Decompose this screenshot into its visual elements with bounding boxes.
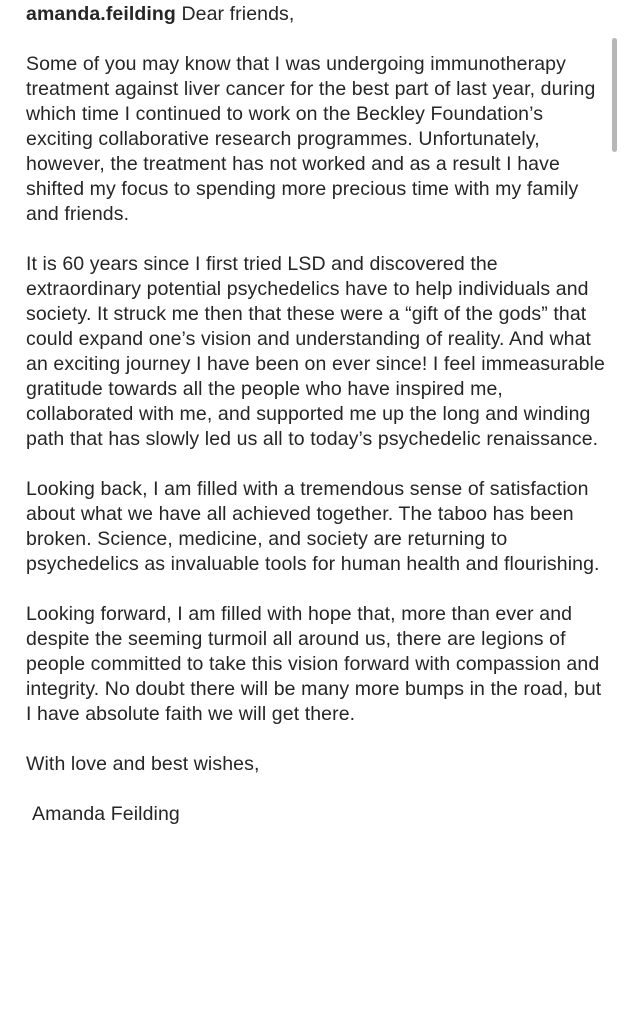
- signoff-text: With love and best wishes,: [26, 753, 260, 775]
- signature-text: Amanda Feilding: [32, 803, 180, 825]
- caption-paragraph-3: Looking back, I am filled with a tremendous sense of satisfaction about what we have all achieved together. The taboo has been broken. Science, medicine, and society are returning to psychedelics as invaluable tools for human health and flourishing.: [26, 478, 600, 575]
- caption-paragraph-4: Looking forward, I am filled with hope that, more than ever and despite the seeming turmoil all around us, there are legions of people committed to take this vision forward with compassion and integrity. No doubt there will be many more bumps in the road, but I have absolute faith we will get there.: [26, 603, 602, 725]
- caption-paragraph-2: It is 60 years since I first tried LSD and discovered the extraordinary potential psychedelics have to help individuals and society. It struck me then that these were a “gift of the gods” that could expand one’s vision and understanding of reality. And what an exciting journey I have been on ever since! I feel immeasurable gratitude towards all the people who have inspired me, collaborated with me, and supported me up the long and winding path that has slowly led us all to today’s psychedelic renaissance.: [26, 253, 605, 450]
- post-caption: [26, 2, 610, 827]
- username-link[interactable]: amanda.feilding: [26, 3, 176, 25]
- scrollbar-thumb[interactable]: [612, 38, 617, 152]
- greeting-text: Dear friends,: [181, 3, 295, 25]
- caption-header: [26, 2, 610, 27]
- caption-paragraph-1: Some of you may know that I was undergoing immunotherapy treatment against liver cancer for the best part of last year, during which time I continued to work on the Beckley Foundation’s exciting collaborative research programmes. Unfortunately, however, the treatment has not worked and as a result I have shifted my focus to spending more precious time with my family and friends.: [26, 53, 596, 225]
